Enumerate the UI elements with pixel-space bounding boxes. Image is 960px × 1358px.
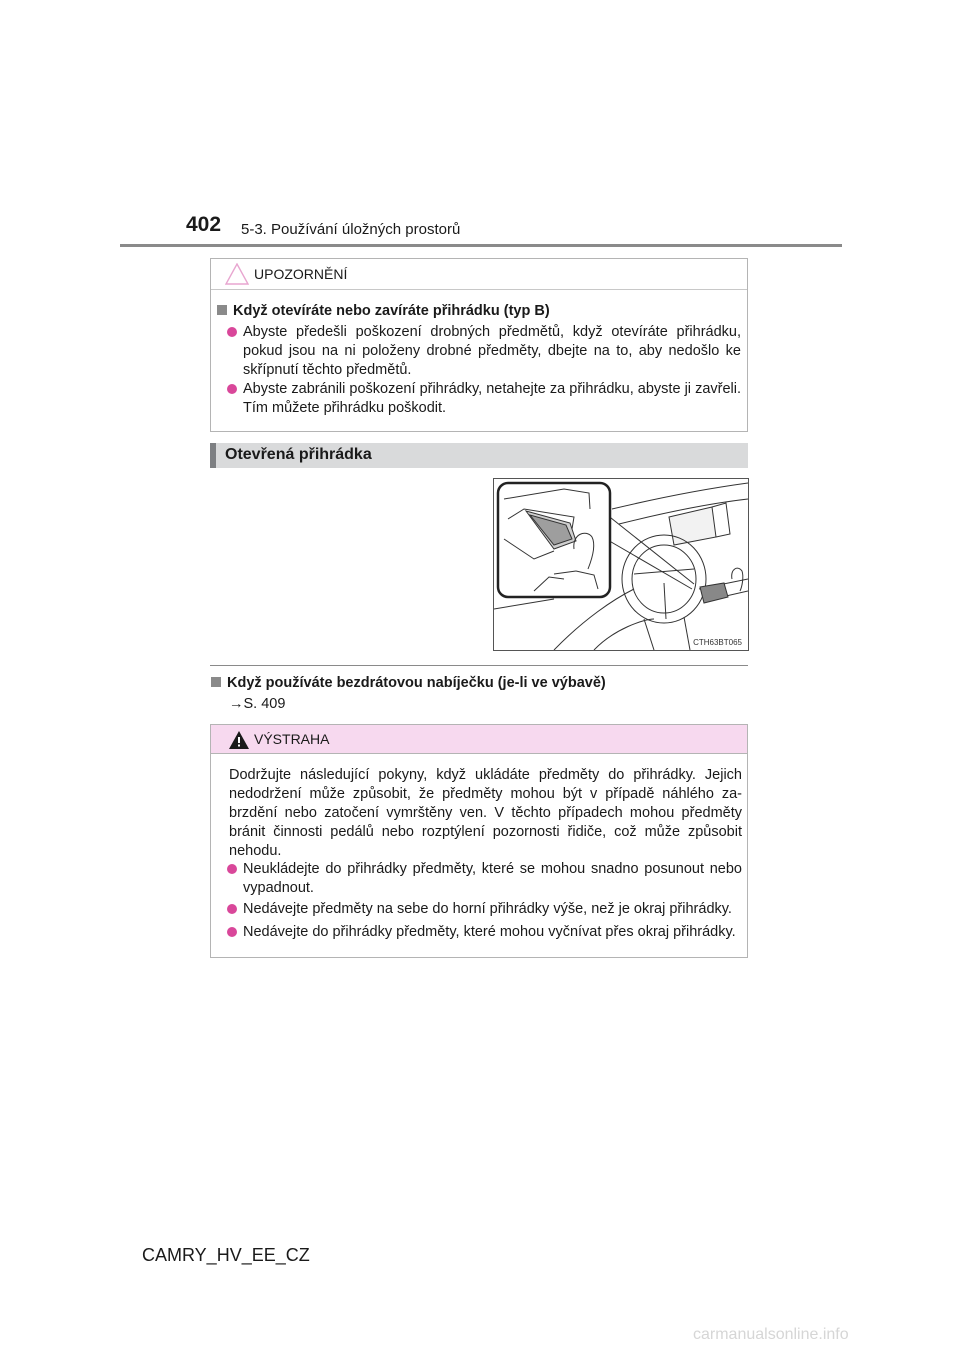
warning-bullet-3 — [243, 923, 749, 942]
warning-bullet-2-text: Nedávejte předměty na sebe do horní přihrádky výše, než je okraj přihrádky. — [243, 901, 732, 917]
console-tray-drawing — [494, 479, 748, 650]
caution-condition — [217, 303, 550, 319]
bullet-dot-icon — [227, 384, 237, 394]
warning-bullet-3-text: Nedávejte do přihrádky předměty, které mohou vyčnívat přes okraj přihrádky. — [243, 924, 736, 940]
warning-label: VÝSTRAHA — [254, 731, 330, 747]
bullet-dot-icon — [227, 904, 237, 914]
wireless-condition-text: Když používáte bezdrátovou nabíječku (je-li ve výbavě) — [227, 675, 606, 691]
page-reference-link[interactable]: →S. 409 — [229, 696, 286, 712]
warning-triangle-icon — [228, 730, 250, 750]
section-accent — [210, 443, 216, 468]
section-heading: Otevřená přihrádka — [225, 446, 372, 463]
bullet-dot-icon — [227, 927, 237, 937]
warning-bullet-1 — [243, 860, 742, 898]
warning-box — [210, 724, 748, 958]
bullet-dot-icon — [227, 864, 237, 874]
caution-header — [211, 259, 747, 290]
warning-intro: Dodržujte následující pokyny, když ukládáte předměty do přihrádky. Jejich nedodržení může způsobit, že předměty mohou být v případě náhlého za-brzdění nebo zatočení vymrštěny ven. V těchto případech mohou předměty bránit činnosti pedálů nebo rozptýlení pozornosti řidiče, což může způsobit nehodu. — [229, 767, 742, 859]
section-divider — [210, 665, 748, 666]
illustration-code: CTH63BT065 — [693, 638, 742, 647]
console-tray-illustration — [493, 478, 749, 651]
wireless-condition — [211, 675, 606, 691]
warning-header — [211, 725, 747, 754]
warning-bullet-2 — [243, 900, 749, 919]
warning-bullet-1-text: Neukládejte do přihrádky předměty, které se mohou snadno posunout nebo vypadnout. — [243, 861, 742, 896]
caution-bullet-2-text: Abyste zabránili poškození přihrádky, netahejte za přihrádku, abyste ji zavřeli. Tím můžete přihrádku poškodit. — [243, 381, 741, 416]
caution-bullet-1 — [243, 323, 741, 380]
header-rule — [120, 244, 842, 247]
running-header-section: 5-3. Používání úložných prostorů — [241, 221, 461, 238]
caution-bullet-2 — [243, 380, 741, 418]
square-bullet-icon — [211, 677, 221, 687]
model-code: CAMRY_HV_EE_CZ — [142, 1245, 310, 1265]
page-number: 402 — [186, 213, 222, 236]
caution-bullet-1-text: Abyste předešli poškození drobných předmětů, když otevíráte přihrádku, pokud jsou na ni položeny drobné předměty, dbejte na to, aby nedošlo ke skřípnutí těchto předmětů. — [243, 324, 741, 378]
bullet-dot-icon — [227, 327, 237, 337]
caution-triangle-icon — [225, 263, 249, 285]
watermark: carmanualsonline.info — [693, 1326, 849, 1343]
caution-condition-text: Když otevíráte nebo zavíráte přihrádku (typ B) — [233, 303, 550, 319]
section-heading-bar — [210, 443, 748, 468]
caution-label: UPOZORNĚNÍ — [254, 266, 348, 282]
caution-box — [210, 258, 748, 432]
square-bullet-icon — [217, 305, 227, 315]
